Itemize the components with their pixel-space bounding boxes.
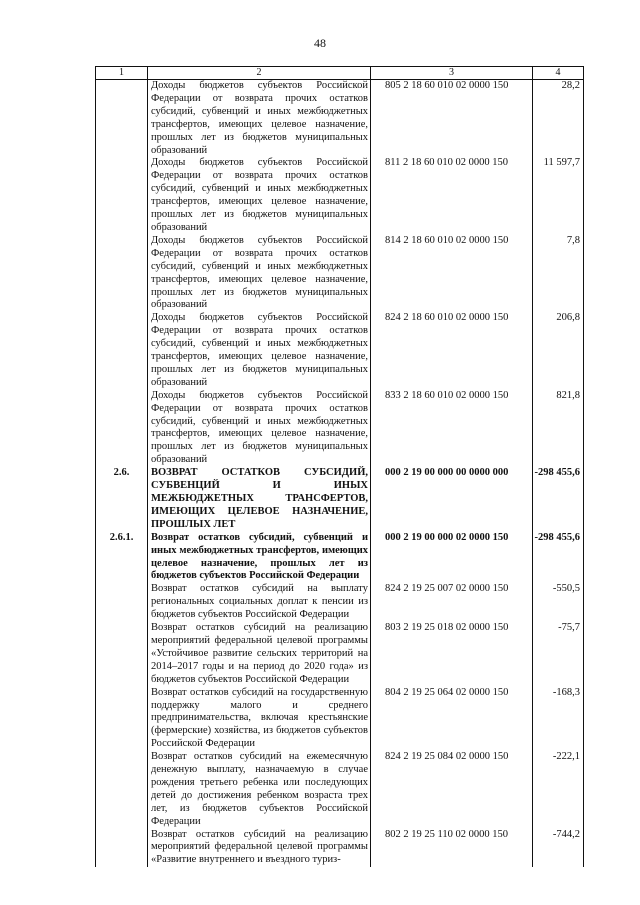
- header-col-3: 3: [371, 67, 533, 80]
- table-row: [96, 622, 584, 687]
- row-description: ВОЗВРАТ ОСТАТКОВ СУБСИДИЙ, СУБВЕНЦИЙ И ИНЫХ МЕЖБЮДЖЕТНЫХ ТРАНСФЕРТОВ, ИМЕЮЩИХ ЦЕЛЕВОЕ НАЗНАЧЕНИЕ, ПРОШЛЫХ ЛЕТ: [148, 467, 371, 532]
- table-body: [96, 80, 584, 868]
- row-code: 000 2 19 00 000 00 0000 000: [371, 467, 533, 532]
- row-description: Возврат остатков субсидий на государственную поддержку малого и среднего предпринимательства, включая крестьянские (фермерские) хозяйства, из бюджетов субъектов Российской Федерации: [148, 687, 371, 752]
- row-code: 824 2 19 25 084 02 0000 150: [371, 751, 533, 828]
- row-code: 811 2 18 60 010 02 0000 150: [371, 157, 533, 234]
- page-number: 48: [314, 36, 326, 50]
- row-description: Возврат остатков субсидий, субвенций и иных межбюджетных трансфертов, имеющих целевое назначение, прошлых лет из бюджетов субъектов Российской Федерации: [148, 532, 371, 584]
- table-row: [96, 390, 584, 467]
- table-row: [96, 583, 584, 622]
- row-description: Возврат остатков субсидий на выплату региональных социальных доплат к пенсии из бюджетов субъектов Российской Федерации: [148, 583, 371, 622]
- row-amount: 821,8: [533, 390, 584, 467]
- row-code: 824 2 18 60 010 02 0000 150: [371, 312, 533, 389]
- row-amount: -298 455,6: [533, 467, 584, 532]
- table-row: [96, 235, 584, 312]
- table-row: [96, 532, 584, 584]
- row-description: Доходы бюджетов субъектов Российской Федерации от возврата прочих остатков субсидий, субвенций и иных межбюджетных трансфертов, имеющих целевое назначение, прошлых лет из бюджетов муниципальных образований: [148, 157, 371, 234]
- row-amount: 206,8: [533, 312, 584, 389]
- table-row: [96, 312, 584, 389]
- table-row: [96, 157, 584, 234]
- row-amount: -75,7: [533, 622, 584, 687]
- row-number: [96, 157, 148, 234]
- row-code: 824 2 19 25 007 02 0000 150: [371, 583, 533, 622]
- table-row: [96, 467, 584, 532]
- row-code: 833 2 18 60 010 02 0000 150: [371, 390, 533, 467]
- row-description: Доходы бюджетов субъектов Российской Федерации от возврата прочих остатков субсидий, субвенций и иных межбюджетных трансфертов, имеющих целевое назначение, прошлых лет из бюджетов муниципальных образований: [148, 80, 371, 158]
- row-number: 2.6.1.: [96, 532, 148, 584]
- row-description: Возврат остатков субсидий на реализацию мероприятий федеральной целевой программы «Устойчивое развитие сельских территорий на 2014–2017 годы и на период до 2020 года» из бюджетов субъектов Российской Федерации: [148, 622, 371, 687]
- table-header: [96, 67, 584, 80]
- row-code: 814 2 18 60 010 02 0000 150: [371, 235, 533, 312]
- header-col-4: 4: [533, 67, 584, 80]
- row-number: [96, 687, 148, 752]
- row-amount: -744,2: [533, 829, 584, 868]
- row-number: [96, 829, 148, 868]
- table-row: [96, 80, 584, 158]
- row-code: 805 2 18 60 010 02 0000 150: [371, 80, 533, 158]
- row-description: Доходы бюджетов субъектов Российской Федерации от возврата прочих остатков субсидий, субвенций и иных межбюджетных трансфертов, имеющих целевое назначение, прошлых лет из бюджетов муниципальных образований: [148, 390, 371, 467]
- row-code: 804 2 19 25 064 02 0000 150: [371, 687, 533, 752]
- budget-table: [95, 66, 584, 867]
- row-number: [96, 583, 148, 622]
- row-number: [96, 235, 148, 312]
- row-number: [96, 312, 148, 389]
- row-number: [96, 751, 148, 828]
- row-description: Возврат остатков субсидий на ежемесячную денежную выплату, назначаемую в случае рождения третьего ребенка или последующих детей до достижения ребенком возраста трех лет, из бюджетов субъектов Российской Федерации: [148, 751, 371, 828]
- header-col-2: 2: [148, 67, 371, 80]
- row-amount: -222,1: [533, 751, 584, 828]
- row-description: Возврат остатков субсидий на реализацию мероприятий федеральной целевой программы «Развитие внутреннего и въездного туриз-: [148, 829, 371, 868]
- row-description: Доходы бюджетов субъектов Российской Федерации от возврата прочих остатков субсидий, субвенций и иных межбюджетных трансфертов, имеющих целевое назначение, прошлых лет из бюджетов муниципальных образований: [148, 235, 371, 312]
- header-col-1: 1: [96, 67, 148, 80]
- table-row: [96, 829, 584, 868]
- row-amount: 11 597,7: [533, 157, 584, 234]
- row-code: 802 2 19 25 110 02 0000 150: [371, 829, 533, 868]
- row-amount: -550,5: [533, 583, 584, 622]
- row-amount: 28,2: [533, 80, 584, 158]
- row-amount: -298 455,6: [533, 532, 584, 584]
- row-code: 803 2 19 25 018 02 0000 150: [371, 622, 533, 687]
- row-code: 000 2 19 00 000 02 0000 150: [371, 532, 533, 584]
- row-number: [96, 80, 148, 158]
- row-description: Доходы бюджетов субъектов Российской Федерации от возврата прочих остатков субсидий, субвенций и иных межбюджетных трансфертов, имеющих целевое назначение, прошлых лет из бюджетов муниципальных образований: [148, 312, 371, 389]
- table-row: [96, 687, 584, 752]
- row-number: [96, 390, 148, 467]
- row-number: [96, 622, 148, 687]
- row-amount: -168,3: [533, 687, 584, 752]
- row-amount: 7,8: [533, 235, 584, 312]
- table-row: [96, 751, 584, 828]
- row-number: 2.6.: [96, 467, 148, 532]
